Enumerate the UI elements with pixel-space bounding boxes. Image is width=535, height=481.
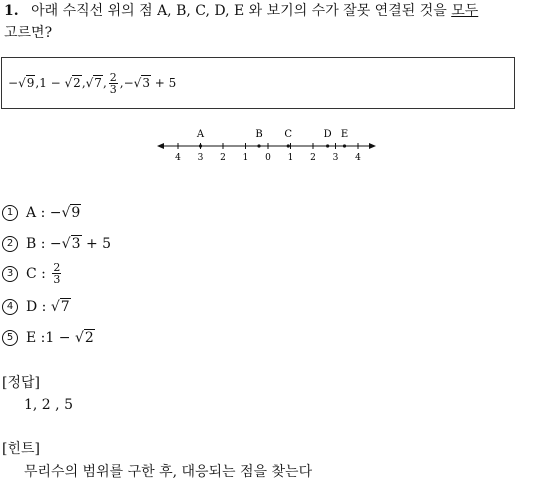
choice-5[interactable]: 5 E : 1 − √2 xyxy=(2,330,95,346)
sqrt: √2 xyxy=(74,330,94,346)
answer-value: 1, 2 , 5 xyxy=(24,397,73,413)
question-number: 1. xyxy=(4,3,19,19)
point-c xyxy=(287,144,290,147)
choice-label: B xyxy=(26,236,37,252)
fraction: $\frac{2}{3}$ xyxy=(109,70,117,96)
point-b xyxy=(257,144,260,147)
tick-label: 1 xyxy=(287,153,294,163)
sqrt: √9 xyxy=(18,76,35,90)
choice-label: E xyxy=(26,330,37,346)
question-tail: 고르면? xyxy=(4,25,53,41)
choice-number-icon: 5 xyxy=(2,330,18,346)
choice-number-icon: 4 xyxy=(2,299,18,315)
math-expression: √7, xyxy=(85,76,107,90)
choice-label: A xyxy=(26,205,37,221)
math-expression: −√9 xyxy=(49,205,81,221)
choice-number-icon: 1 xyxy=(2,205,18,221)
hint-title: [힌트] xyxy=(2,441,40,457)
choice-1[interactable]: 1 A : −√9 xyxy=(2,205,81,221)
point-label: A xyxy=(196,129,205,140)
point-label: E xyxy=(340,129,349,140)
arrow-right-icon xyxy=(369,143,376,149)
tick-label: 2 xyxy=(220,153,226,163)
tick-label: 3 xyxy=(197,153,204,163)
tick-label: 4 xyxy=(175,153,181,163)
point-e xyxy=(343,144,346,147)
choice-number-icon: 2 xyxy=(2,236,18,252)
hint-value: 무리수의 범위를 구한 후, 대응되는 점을 찾는다 xyxy=(24,464,313,480)
math-expression xyxy=(50,262,63,285)
sqrt: √7 xyxy=(50,299,70,315)
tick-label: 1 xyxy=(242,153,249,163)
math-expression: 1 − √2, xyxy=(39,76,86,90)
sqrt: √3 xyxy=(133,76,150,90)
question-emphasis: 모두 xyxy=(451,3,479,19)
math-expression: $\frac{2}{3}$ , xyxy=(109,70,124,96)
tick-label: 3 xyxy=(332,153,339,163)
math-expression xyxy=(51,299,71,315)
answer-title: [정답] xyxy=(2,375,40,391)
choice-4[interactable]: 4 D : √7 xyxy=(2,299,71,315)
math-expression: −√9, xyxy=(8,76,40,90)
math-expression: −√3 + 5 xyxy=(49,236,112,252)
example-box xyxy=(1,57,515,109)
choice-3[interactable]: 3 C : $\frac{2}{3}$ xyxy=(2,262,63,285)
tick-label: 2 xyxy=(310,153,316,163)
sqrt: √9 xyxy=(61,205,81,221)
sqrt: √7 xyxy=(85,76,102,90)
math-expression: −√3 + 5 xyxy=(123,76,177,90)
question-text xyxy=(4,0,532,44)
point-label: B xyxy=(255,129,263,140)
choice-label: D xyxy=(26,299,38,315)
math-expression: 1 − √2 xyxy=(45,330,94,346)
fraction: $\frac{2}{3}$ xyxy=(53,261,61,286)
choice-number-icon: 3 xyxy=(2,266,18,282)
tick-label: 4 xyxy=(355,153,361,163)
point-a xyxy=(199,144,202,147)
question-body: 아래 수직선 위의 점 A, B, C, D, E 와 보기의 수가 잘못 연결된 것을 xyxy=(31,3,447,19)
number-line xyxy=(155,126,380,166)
point-d xyxy=(326,144,329,147)
tick-label: 0 xyxy=(265,153,271,163)
sqrt: √3 xyxy=(61,236,81,252)
arrow-left-icon xyxy=(157,143,164,149)
sqrt: √2 xyxy=(64,76,81,90)
choice-label: C xyxy=(26,265,37,282)
choice-2[interactable]: 2 B : −√3 + 5 xyxy=(2,236,111,252)
point-label: C xyxy=(284,129,293,140)
point-label: D xyxy=(323,129,332,140)
